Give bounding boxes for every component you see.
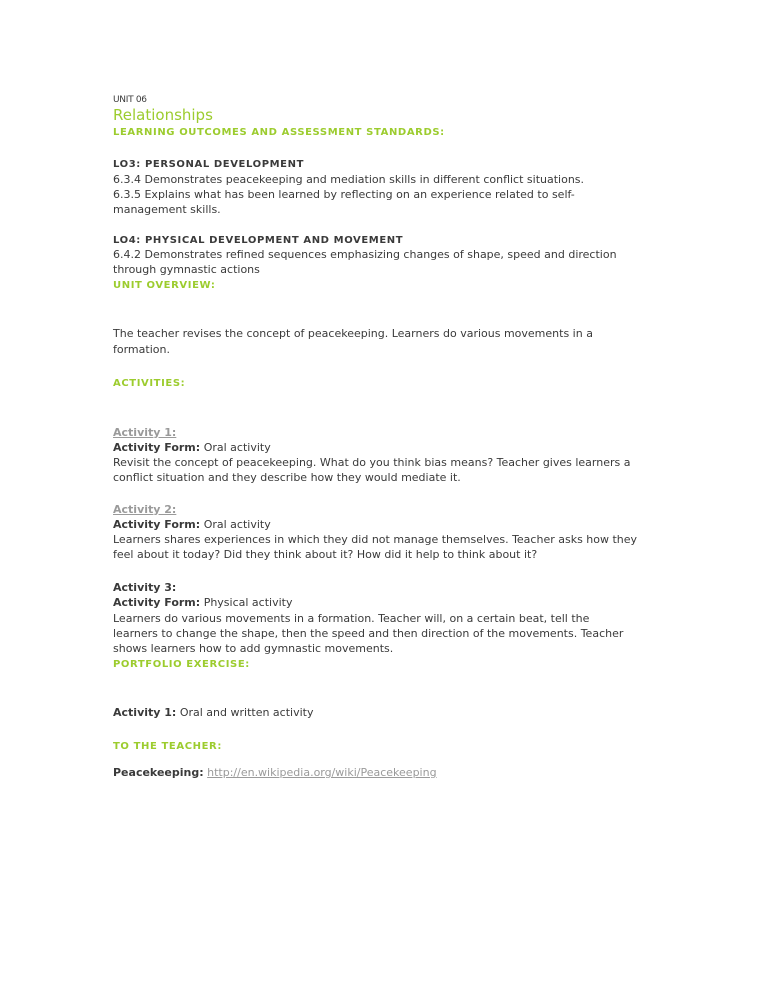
outcomes-heading: LEARNING OUTCOMES AND ASSESSMENT STANDARDS: bbox=[113, 127, 445, 138]
lo4-line-1: 6.4.2 Demonstrates refined sequences emphasizing changes of shape, speed and direction bbox=[113, 248, 617, 261]
activity-2-form bbox=[113, 517, 271, 532]
activity-1-line-1: Revisit the concept of peacekeeping. What do you think bias means? Teacher gives learners a bbox=[113, 456, 631, 469]
activity-2-form-value: Oral activity bbox=[203, 518, 271, 531]
activity-3-line-2: learners to change the shape, then the speed and then direction of the movements. Teacher bbox=[113, 627, 624, 640]
lo3-line-2: 6.3.5 Explains what has been learned by reflecting on an experience related to self- bbox=[113, 188, 575, 201]
activity-1-form-value: Oral activity bbox=[203, 441, 271, 454]
overview-line-1: The teacher revises the concept of peacekeeping. Learners do various movements in a bbox=[113, 327, 593, 340]
portfolio-heading: PORTFOLIO EXERCISE: bbox=[113, 659, 250, 670]
lo3-heading: LO3: PERSONAL DEVELOPMENT bbox=[113, 159, 305, 170]
peacekeeping-link[interactable]: http://en.wikipedia.org/wiki/Peacekeeping bbox=[207, 766, 437, 779]
lo4-heading: LO4: PHYSICAL DEVELOPMENT AND MOVEMENT bbox=[113, 235, 404, 246]
portfolio-activity-text: Oral and written activity bbox=[179, 706, 314, 719]
overview-line-2: formation. bbox=[113, 343, 170, 356]
activity-3-title: Activity 3: bbox=[113, 581, 177, 594]
activity-form-label: Activity Form: bbox=[113, 518, 201, 531]
activity-form-label: Activity Form: bbox=[113, 596, 201, 609]
activities-heading: ACTIVITIES: bbox=[113, 378, 186, 389]
activity-3-line-3: shows learners how to add gymnastic movements. bbox=[113, 642, 394, 655]
activity-1-title-link[interactable]: Activity 1: bbox=[113, 426, 177, 439]
activity-3-line-1: Learners do various movements in a formation. Teacher will, on a certain beat, tell the bbox=[113, 612, 590, 625]
activity-2-title-link[interactable]: Activity 2: bbox=[113, 503, 177, 516]
lo3-line-1: 6.3.4 Demonstrates peacekeeping and mediation skills in different conflict situations. bbox=[113, 173, 585, 186]
page-title: Relationships bbox=[113, 106, 213, 124]
activity-2-line-1: Learners shares experiences in which they did not manage themselves. Teacher asks how they bbox=[113, 533, 638, 546]
overview-heading: UNIT OVERVIEW: bbox=[113, 280, 216, 291]
activity-3-form bbox=[113, 595, 292, 610]
portfolio-activity bbox=[113, 705, 313, 720]
lo4-line-2: through gymnastic actions bbox=[113, 263, 260, 276]
peacekeeping-label: Peacekeeping: bbox=[113, 766, 204, 779]
unit-label: UNIT 06 bbox=[113, 95, 147, 105]
activity-2-line-2: feel about it today? Did they think about it? How did it help to think about it? bbox=[113, 548, 538, 561]
activity-1-form bbox=[113, 440, 271, 455]
activity-form-label: Activity Form: bbox=[113, 441, 201, 454]
lo3-line-3: management skills. bbox=[113, 203, 221, 216]
activity-3-form-value: Physical activity bbox=[203, 596, 293, 609]
teacher-heading: TO THE TEACHER: bbox=[113, 741, 222, 752]
teacher-reference bbox=[113, 765, 437, 780]
activity-1-line-2: conflict situation and they describe how they would mediate it. bbox=[113, 471, 461, 484]
portfolio-activity-label: Activity 1: bbox=[113, 706, 177, 719]
